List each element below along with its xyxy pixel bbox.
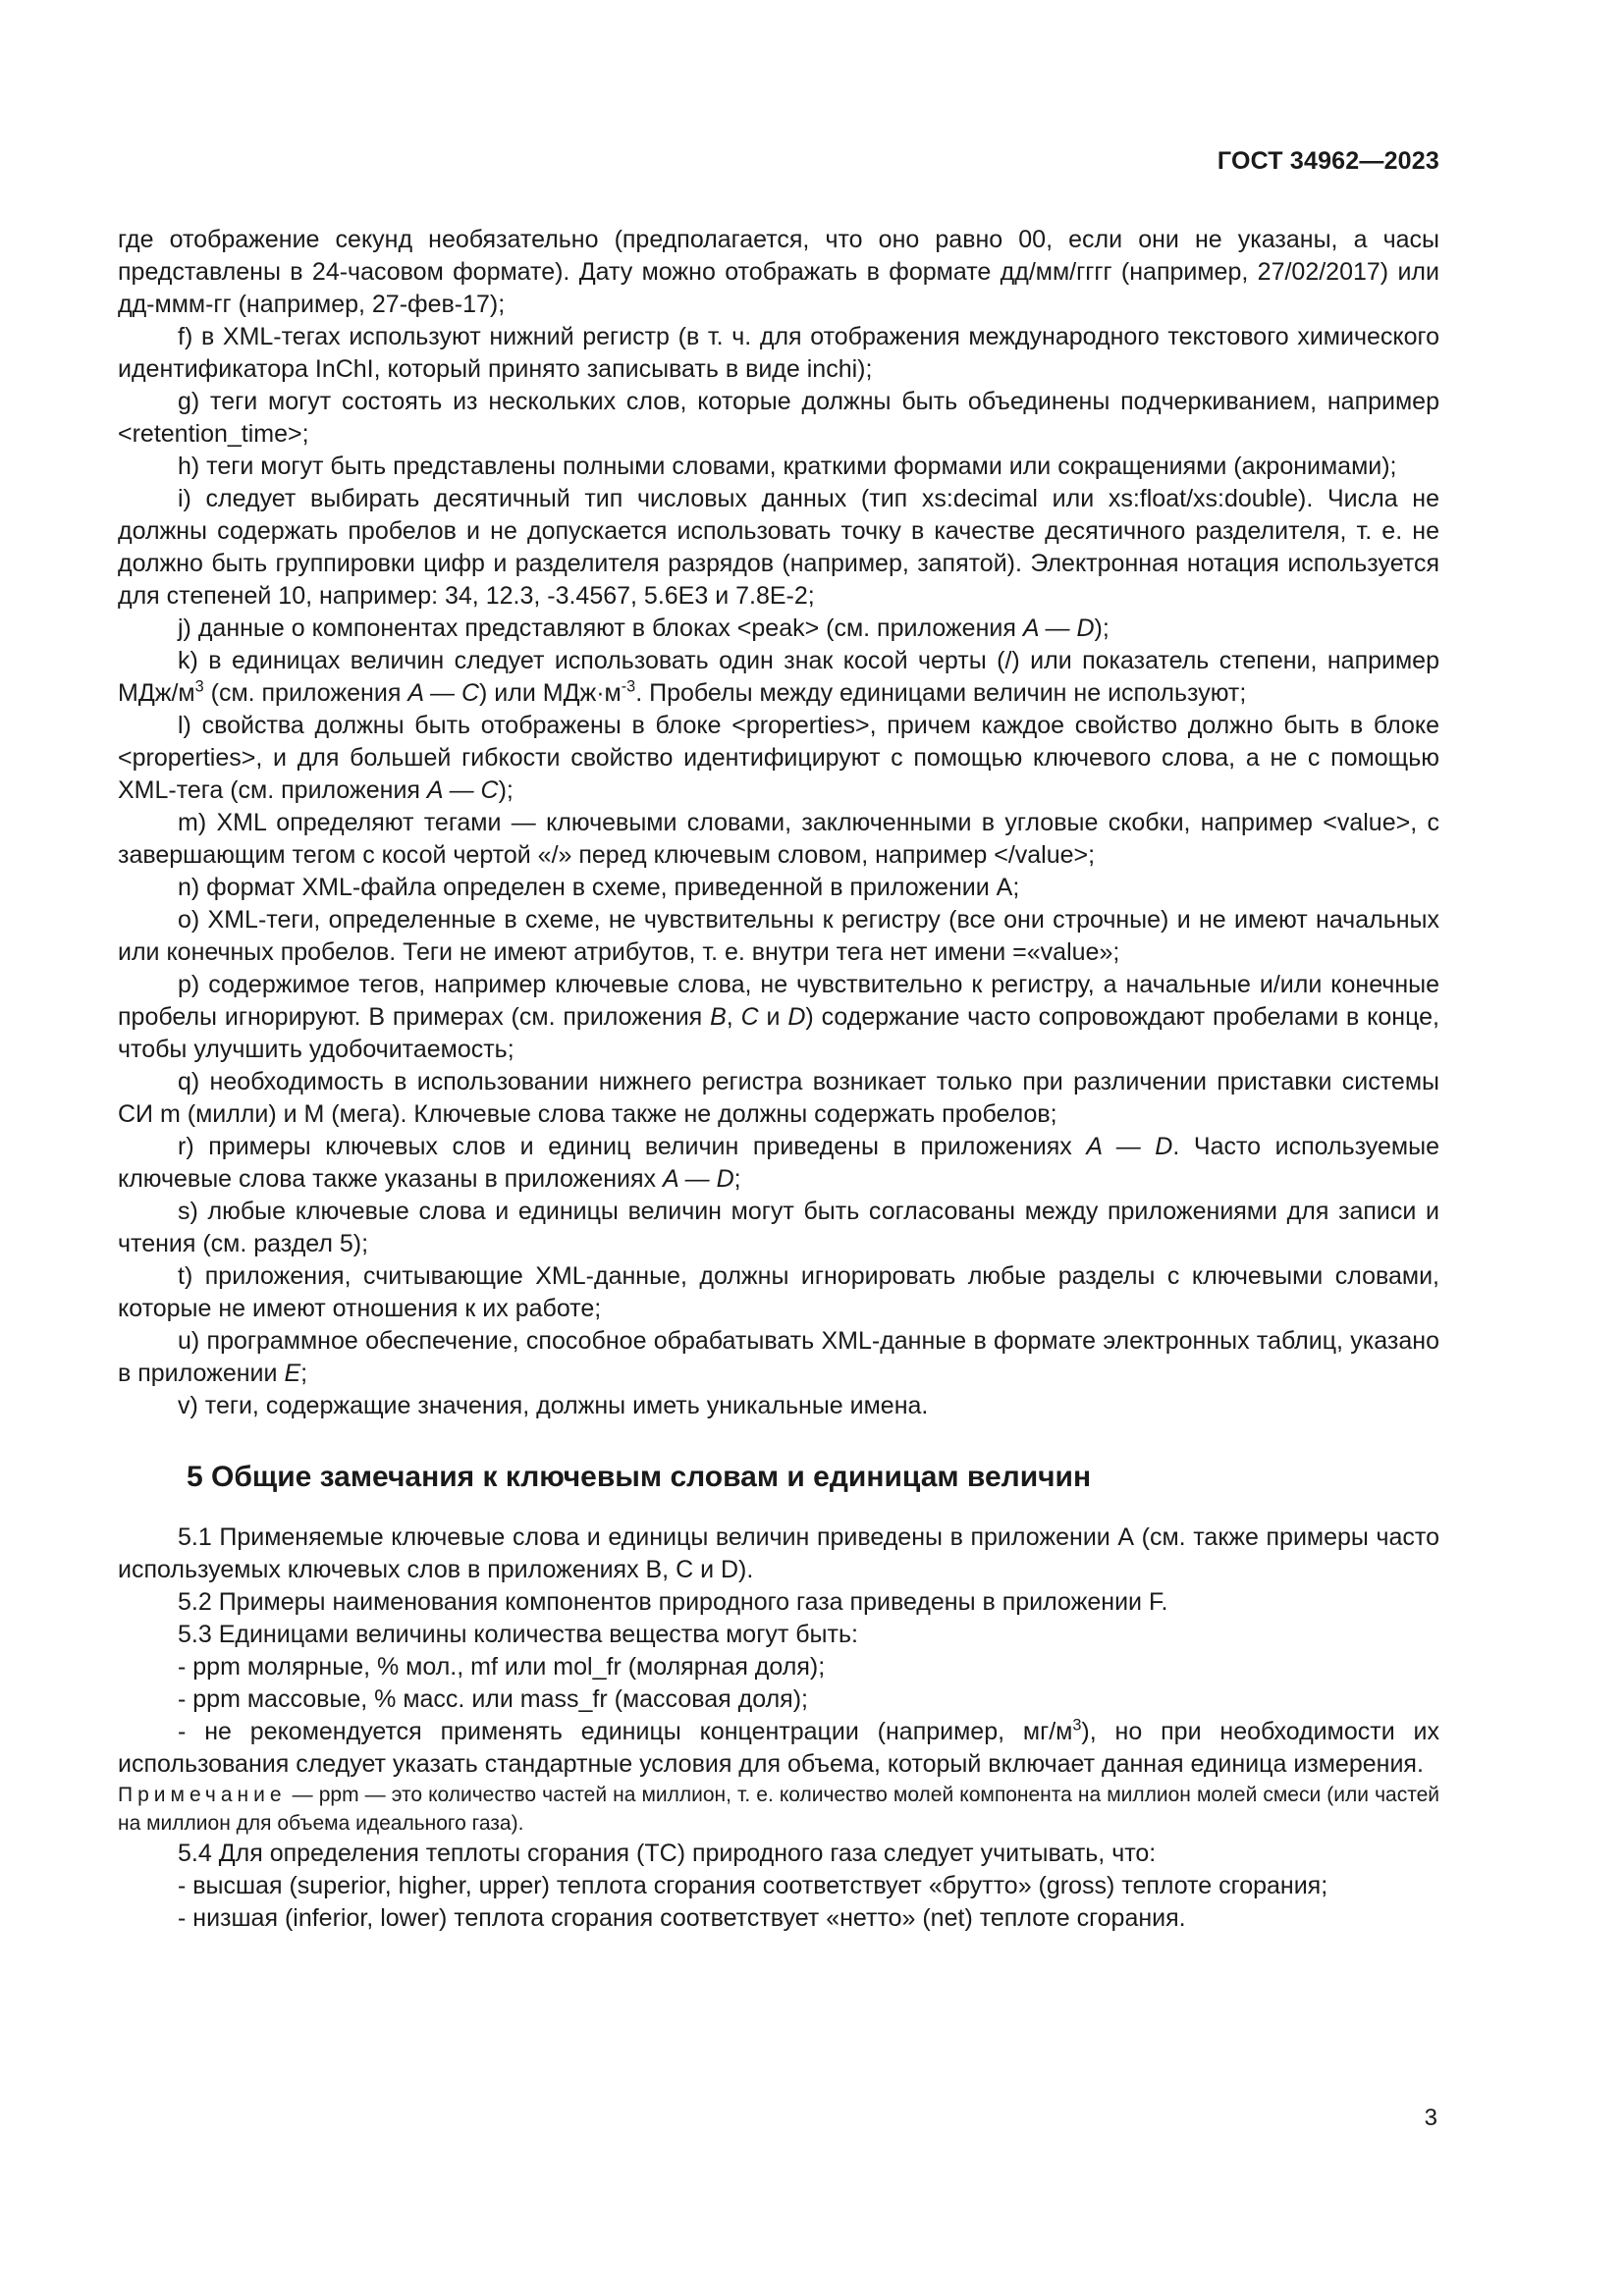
- appendix-ref: B: [710, 1003, 727, 1031]
- paragraph-j-end: );: [1094, 614, 1110, 642]
- paragraph-m: m) XML определяют тегами — ключевыми словами, заключенными в угловые скобки, например <value>, с завершающим тегом с косой чертой «/» перед ключевым словом, например </value>;: [118, 809, 1439, 869]
- superscript: 3: [1072, 1716, 1082, 1735]
- paragraph-u-end: ;: [300, 1360, 308, 1387]
- paragraph-u: [118, 1325, 1439, 1390]
- superscript: -3: [621, 677, 636, 696]
- paragraph-n: n) формат XML-файла определен в схеме, приведенной в приложении А;: [178, 874, 1020, 901]
- page-number: 3: [1424, 2105, 1437, 2131]
- paragraph-s: s) любые ключевые слова и единицы величин могут быть согласованы между приложениями для записи и чтения (см. раздел 5);: [118, 1198, 1439, 1257]
- note: [118, 1781, 1439, 1838]
- separator: ,: [726, 1003, 741, 1031]
- paragraph-q: q) необходимость в использовании нижнего регистра возникает только при различении приставки системы СИ m (милли) и М (мега). Ключевые слова также не должны содержать пробелов;: [118, 1068, 1439, 1128]
- appendix-ref: A — D: [662, 1165, 734, 1193]
- paragraph-p-text: ) содержание часто сопровождают пробелами в конце, чтобы улучшить удобочитаемость;: [118, 1003, 1439, 1063]
- paragraph-g: g) теги могут состоять из нескольких слов, которые должны быть объединены подчеркиванием, например <retention_time>;: [118, 388, 1439, 448]
- list-item: - низшая (inferior, lower) теплота сгорания соответствует «нетто» (net) теплоте сгорания.: [178, 1904, 1186, 1932]
- paragraph-j-text: j) данные о компонентах представляют в блоках <peak> (см. приложения: [178, 614, 1023, 642]
- separator: и: [758, 1003, 788, 1031]
- paragraph-k-text: . Пробелы между единицами величин не используют;: [635, 679, 1247, 707]
- appendix-ref: D: [787, 1003, 806, 1031]
- note-label: Примечание: [118, 1784, 287, 1806]
- document-body: [118, 224, 1439, 1935]
- paragraph-f: f) в XML-тегах используют нижний регистр (в т. ч. для отображения международного текстового химического идентификатора InChI, который принято записывать в виде inchi);: [118, 323, 1439, 383]
- paragraph-t: t) приложения, считывающие XML-данные, должны игнорировать любые разделы с ключевыми словами, которые не имеют отношения к их работе;: [118, 1262, 1439, 1322]
- list-item-text: ), но при необходимости их использования следует указать стандартные условия для объема, который включает данная единица измерения.: [118, 1718, 1439, 1778]
- paragraph-k-text: k) в единицах величин следует использовать один знак косой черты (/) или показатель степени, например МДж/м: [118, 647, 1439, 707]
- standard-code: ГОСТ 34962—2023: [1217, 147, 1439, 175]
- list-item: - высшая (superior, higher, upper) теплота сгорания соответствует «брутто» (gross) теплоте сгорания;: [178, 1872, 1328, 1899]
- paragraph-j: [118, 613, 1439, 645]
- superscript: 3: [194, 677, 204, 696]
- paragraph-5-1: 5.1 Применяемые ключевые слова и единицы величин приведены в приложении А (см. также примеры часто используемых ключевых слов в приложениях В, С и D).: [118, 1523, 1439, 1583]
- list-item-text: - не рекомендуется применять единицы концентрации (например, мг/м: [178, 1718, 1073, 1745]
- list-item: - ppm массовые, % масс. или mass_fr (массовая доля);: [178, 1685, 808, 1713]
- paragraph-l: [118, 710, 1439, 807]
- appendix-ref: E: [284, 1360, 301, 1387]
- note-text: — ppm — это количество частей на миллион, т. е. количество молей компонента на миллион молей смеси (или частей на миллион для объема идеального газа).: [118, 1784, 1439, 1835]
- paragraph-u-text: u) программное обеспечение, способное обрабатывать XML-данные в формате электронных таблиц, указано в приложении: [118, 1327, 1439, 1387]
- paragraph-l-text: l) свойства должны быть отображены в блоке <properties>, причем каждое свойство должно быть в блоке <properties>, и для большей гибкости свойство идентифицируют с помощью ключевого слова, а не с помощью XML-тега (см. приложения: [118, 712, 1439, 804]
- list-item: [118, 1716, 1439, 1781]
- paragraph-p: [118, 969, 1439, 1066]
- appendix-ref: A — D: [1086, 1133, 1173, 1160]
- paragraph-p-text: p) содержимое тегов, например ключевые слова, не чувствительно к регистру, а начальные и/или конечные пробелы игнорируют. В примерах (см. приложения: [118, 971, 1439, 1031]
- list-item: - ppm молярные, % мол., mf или mol_fr (молярная доля);: [178, 1653, 826, 1681]
- paragraph-k: [118, 645, 1439, 710]
- paragraph-h: h) теги могут быть представлены полными словами, краткими формами или сокращениями (акронимами);: [178, 453, 1397, 480]
- paragraph-5-3: 5.3 Единицами величины количества вещества могут быть:: [178, 1621, 858, 1648]
- paragraph-r-text: . Часто используемые ключевые слова также указаны в приложениях: [118, 1133, 1439, 1193]
- section-5-title: 5 Общие замечания к ключевым словам и единицам величин: [187, 1461, 1092, 1493]
- paragraph-5-2: 5.2 Примеры наименования компонентов природного газа приведены в приложении F.: [178, 1588, 1168, 1616]
- appendix-ref: A — C: [407, 679, 480, 707]
- paragraph-intro: где отображение секунд необязательно (предполагается, что оно равно 00, если они не указаны, а часы представлены в 24-часовом формате). Дату можно отображать в формате дд/мм/гггг (например, 27/02/2017) или дд-ммм-гг (например, 27-фев-17);: [118, 226, 1439, 318]
- paragraph-r-text: r) примеры ключевых слов и единиц величин приведены в приложениях: [178, 1133, 1087, 1160]
- paragraph-o: o) XML-теги, определенные в схеме, не чувствительны к регистру (все они строчные) и не имеют начальных или конечных пробелов. Теги не имеют атрибутов, т. е. внутри тега нет имени =«value»;: [118, 906, 1439, 966]
- paragraph-r: [118, 1131, 1439, 1196]
- paragraph-k-text: (см. приложения: [203, 679, 408, 707]
- paragraph-k-text: ) или МДж·м: [479, 679, 622, 707]
- appendix-ref: A — D: [1022, 614, 1095, 642]
- paragraph-v: v) теги, содержащие значения, должны иметь уникальные имена.: [178, 1392, 929, 1419]
- paragraph-r-text: ;: [733, 1165, 741, 1193]
- paragraph-5-4: 5.4 Для определения теплоты сгорания (ТС) природного газа следует учитывать, что:: [178, 1840, 1157, 1867]
- paragraph-l-end: );: [498, 776, 514, 804]
- appendix-ref: C: [740, 1003, 759, 1031]
- appendix-ref: A — C: [426, 776, 499, 804]
- paragraph-i: i) следует выбирать десятичный тип числовых данных (тип xs:decimal или xs:float/xs:double). Числа не должны содержать пробелов и не допускается использовать точку в качестве десятичного разделителя, т. е. не должно быть группировки цифр и разделителя разрядов (например, запятой). Электронная нотация используется для степеней 10, например: 34, 12.3, -3.4567, 5.6E3 и 7.8E-2;: [118, 485, 1439, 610]
